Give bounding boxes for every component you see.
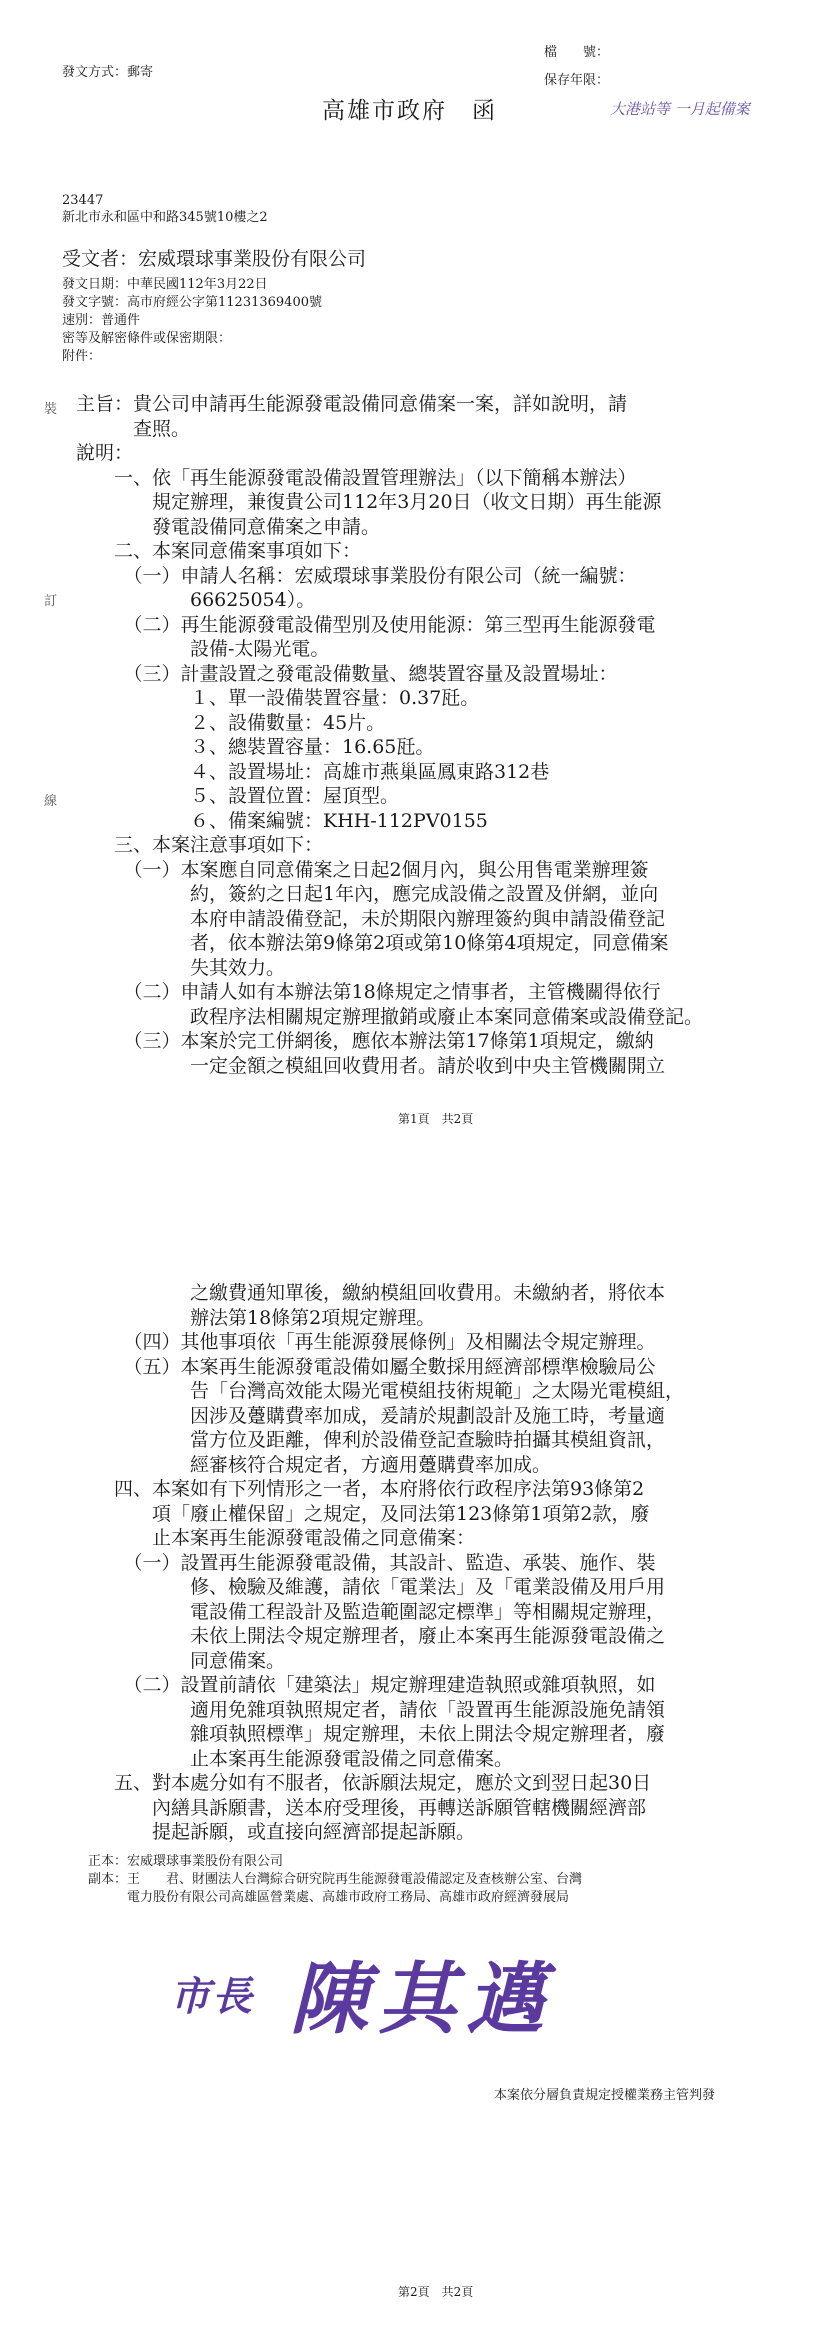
authorization-note: 本案依分層負責規定授權業務主管判發 <box>494 2088 716 2103</box>
page1-text-line: 查照。 <box>76 417 191 440</box>
page2-body <box>76 1281 776 1845</box>
handwritten-note: 大港站等 一月起備案 <box>610 100 750 118</box>
page1-footer: 第1頁 共2頁 <box>398 1112 474 1126</box>
file-number-label: 檔 號： <box>544 45 610 60</box>
page1-text-line: 主旨：貴公司申請再生能源發電設備同意備案一案，詳如說明，請 <box>76 393 628 415</box>
page2-text-line: 之繳費通知單後，繳納模組回收費用。未繳納者，將依本 <box>76 1282 666 1304</box>
page2-text-line: （二）設置前請依「建築法」規定辦理建造執照或雜項執照，如 <box>76 1674 656 1696</box>
page1-text-line: 者，依本辦法第9條第2項或第10條第4項規定，同意備案 <box>76 932 669 954</box>
document-number: 發文字號：高市府經公字第11231369400號 <box>62 295 322 310</box>
page2-footer: 第2頁 共2頁 <box>398 2285 474 2299</box>
page2-text-line: 因涉及躉購費率加成，爰請於規劃設計及施工時，考量適 <box>76 1404 666 1427</box>
page1-text-line: 一、依「再生能源發電設備設置管理辦法」（以下簡稱本辦法） <box>76 466 637 489</box>
page1-text-line: ３、總裝置容量：16.65瓩。 <box>76 736 435 758</box>
page1-text-line: 規定辦理，兼復貴公司112年3月20日（收文日期）再生能源 <box>76 491 662 513</box>
send-method: 發文方式：郵寄 <box>62 65 154 80</box>
mayor-signature-stamp <box>170 1935 630 2055</box>
main-copy-recipient: 正本：宏威環球事業股份有限公司 <box>88 1854 284 1869</box>
page1-text-line: 一定金額之模組回收費用者。請於收到中央主管機關開立 <box>76 1054 666 1077</box>
page1-text-line: （三）計畫設置之發電設備數量、總裝置容量及設置場址： <box>76 662 618 685</box>
page2-text-line: 提起訴願，或直接向經濟部提起訴願。 <box>76 1821 476 1843</box>
page1-text-line: 二、本案同意備案事項如下： <box>76 540 362 562</box>
page1-text-line: （三）本案於完工併網後，應依本辦法第17條第1項規定，繳納 <box>76 1030 654 1052</box>
page2-text-line: 止本案再生能源發電設備之同意備案。 <box>76 1747 514 1770</box>
page2-text-line: （一）設置再生能源發電設備，其設計、監造、承裝、施作、裝 <box>76 1551 656 1574</box>
page1-text-line: （一）本案應自同意備案之日起2個月內，與公用售電業辦理簽 <box>76 858 649 881</box>
page1-text-line: （二）申請人如有本辦法第18條規定之情事者，主管機關得依行 <box>76 981 661 1003</box>
signature-name: 陳其邁 <box>290 1954 555 2045</box>
page2-text-line: 四、本案如有下列情形之一者，本府將依行政程序法第93條第2 <box>76 1478 645 1500</box>
page2-text-line: 適用免雜項執照規定者，請依「設置再生能源設施免請領 <box>76 1698 666 1721</box>
page1-text-line: 本府申請設備登記，未於期限內辦理簽約與申請設備登記 <box>76 907 666 930</box>
page1-text-line: 三、本案注意事項如下： <box>76 834 324 856</box>
page2-text-line: 修、檢驗及維護，請依「電業法」及「電業設備及用戶用 <box>76 1576 666 1598</box>
page2-text-line: 辦法第18條第2項規定辦理。 <box>76 1306 436 1329</box>
page2-text-line: 當方位及距離，俾利於設備登記查驗時拍攝其模組資訊， <box>76 1429 666 1451</box>
page2-text-line: （四）其他事項依「再生能源發展條例」及相關法令規定辦理。 <box>76 1331 656 1353</box>
page2-text-line: 電設備工程設計及監造範圍認定標準」等相關規定辦理， <box>76 1600 666 1623</box>
secrecy-level: 密等及解密條件或保密期限： <box>62 331 232 346</box>
page1-text-line: 政程序法相關規定辦理撤銷或廢止本案同意備案或設備登記。 <box>76 1005 704 1028</box>
recipient-line: 受文者：宏威環球事業股份有限公司 <box>62 248 367 270</box>
page2-text-line: （五）本案再生能源發電設備如屬全數採用經濟部標準檢驗局公 <box>76 1355 656 1378</box>
recipient-zip: 23447 <box>62 193 104 208</box>
page1-text-line: 66625054）。 <box>76 589 316 611</box>
retention-period-label: 保存年限： <box>544 73 610 88</box>
page1-text-line: （二）再生能源發電設備型別及使用能源：第三型再生能源發電 <box>76 613 656 636</box>
page2-text-line: 雜項執照標準」規定辦理，未依上開法令規定辦理者，廢 <box>76 1723 666 1745</box>
page2-text-line: 五、對本處分如有不服者，依訴願法規定，應於文到翌日起30日 <box>76 1772 652 1794</box>
page1-text-line: 失其效力。 <box>76 956 286 979</box>
binding-mark: 訂 <box>44 594 58 609</box>
binding-mark: 裝 <box>44 402 58 417</box>
page1-text-line: 發電設備同意備案之申請。 <box>76 515 381 538</box>
binding-mark: 線 <box>44 794 58 809</box>
page2-text-line: 告「台灣高效能太陽光電模組技術規範」之太陽光電模組， <box>76 1380 685 1402</box>
cc-recipients-line2: 電力股份有限公司高雄區營業處、高雄市政府工務局、高雄市政府經濟發展局 <box>88 1890 570 1905</box>
page1-text-line: 設備-太陽光電。 <box>76 638 330 660</box>
recipient-address: 新北市永和區中和路345號10樓之2 <box>62 210 268 225</box>
page1-text-line: ４、設置場址：高雄市燕巢區鳳東路312巷 <box>76 760 550 783</box>
page1-text-line: 說明： <box>76 442 134 464</box>
page1-text-line: ６、備案編號：KHH-112PV0155 <box>76 809 488 832</box>
page2-text-line: 未依上開法令規定辦理者，廢止本案再生能源發電設備之 <box>76 1625 666 1647</box>
page1-body <box>76 392 776 1078</box>
cc-recipients-line1: 副本：王 君、財團法人台灣綜合研究院再生能源發電設備認定及查核辦公室、台灣 <box>88 1872 583 1887</box>
page2-text-line: 同意備案。 <box>76 1649 286 1672</box>
page1-text-line: （一）申請人名稱：宏威環球事業股份有限公司（統一編號： <box>76 564 637 587</box>
page2-text-line: 止本案再生能源發電設備之同意備案： <box>76 1527 476 1549</box>
page1-text-line: ５、設置位置：屋頂型。 <box>76 785 400 807</box>
page1-text-line: 約，簽約之日起1年內，應完成設備之設置及併網，並向 <box>76 883 659 905</box>
page2-text-line: 項「廢止權保留」之規定，及同法第123條第1項第2款，廢 <box>76 1502 650 1525</box>
document-title: 高雄市政府 函 <box>322 98 497 124</box>
issue-date: 發文日期：中華民國112年3月22日 <box>62 277 268 292</box>
page2-text-line: 經審核符合規定者，方適用躉購費率加成。 <box>76 1453 552 1476</box>
attachment: 附件： <box>62 349 102 364</box>
page2-text-line: 內繕具訴願書，送本府受理後，再轉送訴願管轄機關經濟部 <box>76 1796 647 1819</box>
page1-text-line: ２、設備數量：45片。 <box>76 711 386 734</box>
urgency: 速別：普通件 <box>62 313 141 328</box>
page1-text-line: １、單一設備裝置容量：0.37瓩。 <box>76 687 480 709</box>
signature-title: 市長 <box>170 1973 254 2020</box>
